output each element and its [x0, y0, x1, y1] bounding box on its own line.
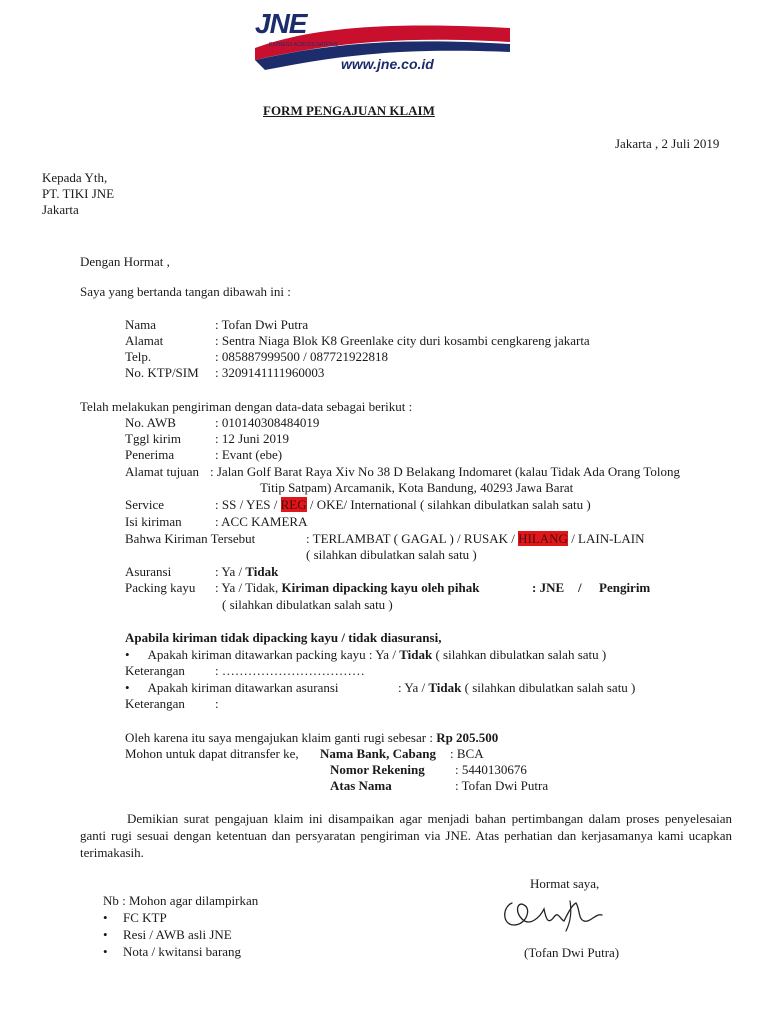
- logo-brand: JNE: [255, 8, 307, 39]
- asuransi-selected: Tidak: [245, 564, 279, 579]
- signer-name: (Tofan Dwi Putra): [524, 945, 620, 960]
- ktp-label: No. KTP/SIM: [125, 365, 199, 380]
- isi-kiriman-label: Isi kiriman: [125, 514, 182, 529]
- closing-paragraph: Demikian surat pengajuan klaim ini disampaikan agar menjadi bahan pertimbangan dalam proses penyelesaian ganti rugi sesuai dengan ketentuan dan persyaratan pengiriman via JNE. Atas perhatian dan kerjasamanya kami ucapkan terimakasih.: [80, 811, 732, 860]
- keterangan-1-value: : ……………………………: [215, 663, 365, 678]
- tgl-kirim-label: Tggl kirim: [125, 431, 181, 446]
- notes-item: • Resi / AWB asli JNE: [103, 927, 232, 943]
- tgl-kirim-value: : 12 Juni 2019: [215, 431, 290, 446]
- question-asuransi-selected: Tidak: [428, 680, 462, 695]
- shipment-intro: Telah melakukan pengiriman dengan data-data sebagai berikut :: [80, 399, 413, 414]
- service-options-pre: : SS / YES /: [215, 497, 281, 512]
- notes-item: • FC KTP: [103, 910, 167, 926]
- question-packing-kayu: • Apakah kiriman ditawarkan packing kayu : Ya / Tidak ( silahkan dibulatkan salah satu ): [125, 647, 606, 663]
- service-selected-highlight: REG: [280, 497, 307, 512]
- keterangan-2-label: Keterangan: [125, 696, 185, 711]
- keterangan-2-value: :: [215, 696, 219, 711]
- handwritten-signature-icon: [500, 895, 610, 935]
- service-options-post: / OKE/ International ( silahkan dibulatkan salah satu ): [306, 497, 591, 512]
- atas-nama-value: : Tofan Dwi Putra: [455, 778, 549, 793]
- packing-note: ( silahkan dibulatkan salah satu ): [222, 597, 393, 612]
- form-title: FORM PENGAJUAN KLAIM: [263, 103, 435, 118]
- alamat-tujuan-label: Alamat tujuan: [125, 464, 200, 479]
- jne-logo: [255, 8, 515, 78]
- logo-url: www.jne.co.id: [341, 56, 434, 72]
- packing-option-separator: /: [578, 580, 582, 595]
- nama-label: Nama: [125, 317, 157, 332]
- penerima-label: Penerima: [125, 447, 175, 462]
- salutation: Hormat saya,: [530, 876, 600, 891]
- keterangan-1-label: Keterangan: [125, 663, 185, 678]
- penerima-value: : Evant (ebe): [215, 447, 283, 462]
- recipient-line-3: Jakarta: [42, 202, 79, 217]
- logo-tagline: EXPRESS ACROSS NATIONS: [269, 42, 339, 48]
- asuransi-value: [215, 564, 278, 580]
- notes-item: • Nota / kwitansi barang: [103, 944, 241, 960]
- alamat-tujuan-value-1: : Jalan Golf Barat Raya Xiv No 38 D Belakang Indomaret (kalau Tidak Ada Orang Tolong: [210, 464, 681, 479]
- rekening-label: Nomor Rekening: [330, 762, 425, 777]
- packing-option-pengirim: Pengirim: [599, 580, 651, 595]
- awb-label: No. AWB: [125, 415, 176, 430]
- bahwa-kiriman-value: [306, 531, 644, 547]
- rekening-value: : 5440130676: [455, 762, 527, 777]
- notes-heading: Nb : Mohon agar dilampirkan: [103, 893, 259, 908]
- question-asuransi-answer: : Ya / Tidak ( silahkan dibulatkan salah satu ): [398, 680, 636, 695]
- bahwa-selected-highlight: HILANG: [518, 531, 568, 546]
- atas-nama-label: Atas Nama: [330, 778, 392, 793]
- packing-kayu-label: Packing kayu: [125, 580, 196, 595]
- nama-value: : Tofan Dwi Putra: [215, 317, 309, 332]
- telp-label: Telp.: [125, 349, 152, 364]
- packing-option-jne: : JNE: [532, 580, 565, 595]
- greeting: Dengan Hormat ,: [80, 254, 170, 269]
- alamat-value: : Sentra Niaga Blok K8 Greenlake city duri kosambi cengkareng jakarta: [215, 333, 590, 348]
- packing-bold: Kiriman dipacking kayu oleh pihak: [281, 580, 480, 595]
- place-date: Jakarta , 2 Juli 2019: [615, 136, 720, 151]
- bahwa-note: ( silahkan dibulatkan salah satu ): [306, 547, 477, 562]
- asuransi-label: Asuransi: [125, 564, 172, 579]
- bank-label: Nama Bank, Cabang: [320, 746, 436, 761]
- recipient-line-1: Kepada Yth,: [42, 170, 108, 185]
- claim-line: Oleh karena itu saya mengajukan klaim ganti rugi sebesar : Rp 205.500: [125, 730, 499, 745]
- awb-value: : 010140308484019: [215, 415, 320, 430]
- isi-kiriman-value: : ACC KAMERA: [215, 514, 308, 529]
- claim-amount: Rp 205.500: [436, 730, 499, 745]
- question-packing-selected: Tidak: [399, 647, 433, 662]
- telp-value: : 085887999500 / 087721922818: [215, 349, 388, 364]
- alamat-tujuan-value-2: Titip Satpam) Arcamanik, Kota Bandung, 40293 Jawa Barat: [260, 480, 574, 495]
- ktp-value: : 3209141111960003: [215, 365, 325, 380]
- bank-value: : BCA: [450, 746, 484, 761]
- packing-pre: : Ya / Tidak,: [215, 580, 282, 595]
- question-asuransi: • Apakah kiriman ditawarkan asuransi: [125, 680, 339, 696]
- conditional-heading: Apabila kiriman tidak dipacking kayu / tidak diasuransi,: [125, 630, 442, 645]
- alamat-label: Alamat: [125, 333, 164, 348]
- transfer-text: Mohon untuk dapat ditransfer ke,: [125, 746, 299, 761]
- service-value: [215, 497, 591, 513]
- recipient-line-2: PT. TIKI JNE: [42, 186, 115, 201]
- intro-text: Saya yang bertanda tangan dibawah ini :: [80, 284, 291, 299]
- service-label: Service: [125, 497, 164, 512]
- bahwa-kiriman-label: Bahwa Kiriman Tersebut: [125, 531, 256, 546]
- bahwa-options-pre: : TERLAMBAT ( GAGAL ) / RUSAK /: [306, 531, 519, 546]
- asuransi-pre: : Ya /: [215, 564, 246, 579]
- bahwa-options-post: / LAIN-LAIN: [567, 531, 645, 546]
- packing-kayu-value: [215, 580, 479, 596]
